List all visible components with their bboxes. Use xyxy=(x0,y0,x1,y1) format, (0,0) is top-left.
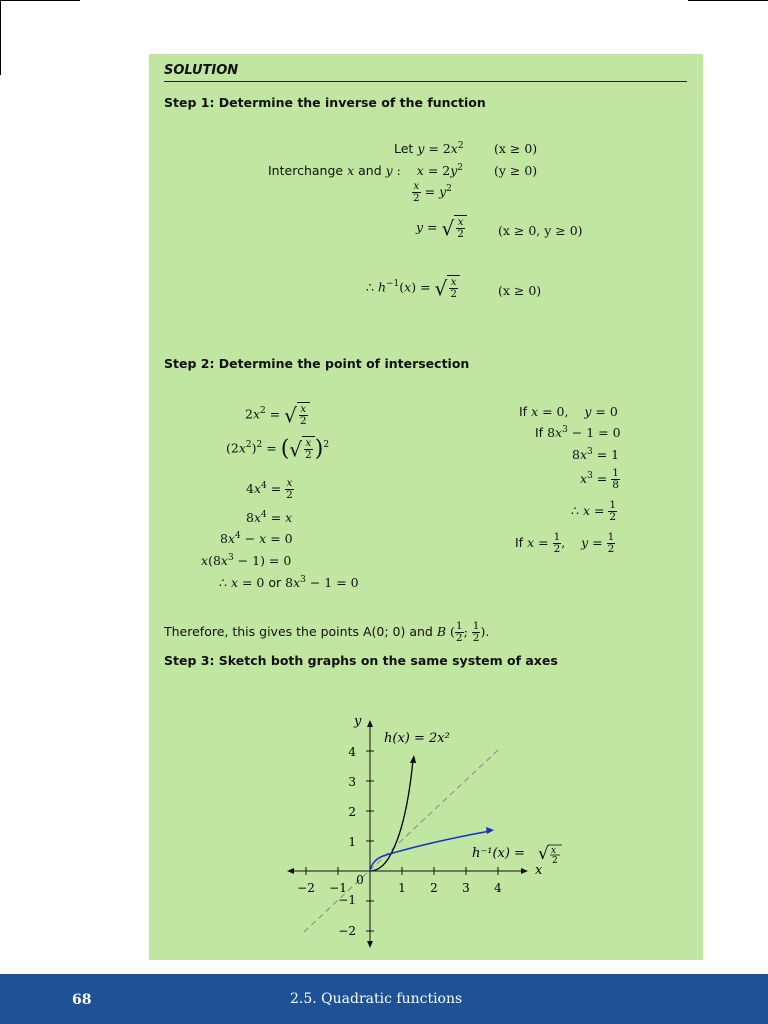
h-inverse-radical: √ xyxy=(538,844,549,864)
x-tick-label: 1 xyxy=(398,881,406,895)
crop-mark-top-left xyxy=(0,0,80,1)
x-axis-arrow-left xyxy=(287,868,294,874)
page-footer xyxy=(0,974,768,1024)
step1-cond3: (x ≥ 0, y ≥ 0) xyxy=(498,223,583,238)
y-tick-label: −1 xyxy=(338,893,356,907)
x-tick-label: 4 xyxy=(494,881,502,895)
y-tick-label: 1 xyxy=(348,835,356,849)
y-axis-label: y xyxy=(354,714,362,729)
step2-eq1: $2x^2$ = √ $\frac{x}{2}$ xyxy=(245,402,310,428)
section-title: 2.5. Quadratic functions xyxy=(290,991,463,1007)
step2-right3: $8x^3 = 1$ xyxy=(572,447,620,463)
step1-line1: Let $y = 2x^2$ xyxy=(394,141,464,157)
x-tick-label: 3 xyxy=(462,881,470,895)
step3-title: Step 3: Sketch both graphs on the same system of axes xyxy=(164,653,558,668)
step1-title: Step 1: Determine the inverse of the function xyxy=(164,95,486,110)
step1-cond2: (y ≥ 0) xyxy=(494,163,538,178)
step2-right5: ∴ x = $\frac{1}{2}$ xyxy=(571,499,617,523)
mirror-line xyxy=(304,750,498,932)
h-curve-arrow xyxy=(410,755,416,763)
step2-eq3: $4x^4$ = $\frac{x}{2}$ xyxy=(246,477,293,501)
y-tick-label: 3 xyxy=(348,775,356,789)
step1-result: ∴ $h^{-1}(x)$ = √ $\frac{x}{2}$ xyxy=(366,275,460,301)
h-label: h(x) = 2x² xyxy=(384,731,450,746)
h-inverse-label: h⁻¹(x) = xyxy=(472,846,525,861)
x-tick-label: −1 xyxy=(329,881,347,895)
function-graph xyxy=(280,705,580,955)
h-inverse-frac-den: 2 xyxy=(552,856,558,866)
page-number: 68 xyxy=(72,992,92,1008)
crop-mark-top-right xyxy=(688,0,768,1)
solution-heading: SOLUTION xyxy=(164,63,687,82)
step2-eq7: ∴ x = 0 or $8x^3 - 1 = 0$ xyxy=(219,575,359,591)
step1-line4: y = √ $\frac{x}{2}$ xyxy=(416,215,467,241)
step1-cond4: (x ≥ 0) xyxy=(498,283,542,298)
step2-right2: If $8x^3 - 1 = 0$ xyxy=(535,425,621,441)
h-inverse-frac-num: x xyxy=(551,846,557,856)
y-tick-label: 4 xyxy=(348,745,356,759)
y-axis-arrow-bottom xyxy=(367,941,373,948)
step2-title: Step 2: Determine the point of intersection xyxy=(164,356,470,371)
therefore-text: Therefore, this gives the points A(0; 0) and B ( $\frac{1}{2}$ ; $\frac{1}{2}$ ). xyxy=(164,620,490,644)
y-tick-label: −2 xyxy=(338,924,356,938)
origin-label: 0 xyxy=(356,873,364,887)
step2-eq5: $8x^4 - x = 0$ xyxy=(220,531,293,547)
y-tick-label: 2 xyxy=(348,805,356,819)
step2-right6: If x = $\frac{1}{2}$ , y = $\frac{1}{2}$ xyxy=(515,531,615,555)
h-inverse-arrow xyxy=(486,827,494,834)
step2-right1: If x = 0, y = 0 xyxy=(519,404,618,419)
step2-right4: $x^3$ = $\frac{1}{8}$ xyxy=(580,467,619,491)
crop-mark-top-left-v xyxy=(0,0,1,75)
x-axis-arrow-right xyxy=(521,868,528,874)
step2-eq2: $(2x^2)^2$ = (√ $\frac{x}{2}$ )$^2$ xyxy=(226,436,330,462)
step1-line3: $\frac{x}{2}$ = $y^2$ xyxy=(413,180,452,204)
step1-line2: Interchange x and y : $x = 2y^2$ xyxy=(268,163,464,179)
x-tick-label: −2 xyxy=(297,881,315,895)
step2-eq6: $x(8x^3 - 1) = 0$ xyxy=(201,553,292,569)
x-tick-label: 2 xyxy=(430,881,438,895)
step2-eq4: $8x^4 = x$ xyxy=(246,510,293,526)
step1-cond1: (x ≥ 0) xyxy=(494,141,538,156)
x-axis-label: x xyxy=(535,863,543,878)
y-axis-arrow-top xyxy=(367,720,373,727)
h-curve xyxy=(370,760,413,871)
